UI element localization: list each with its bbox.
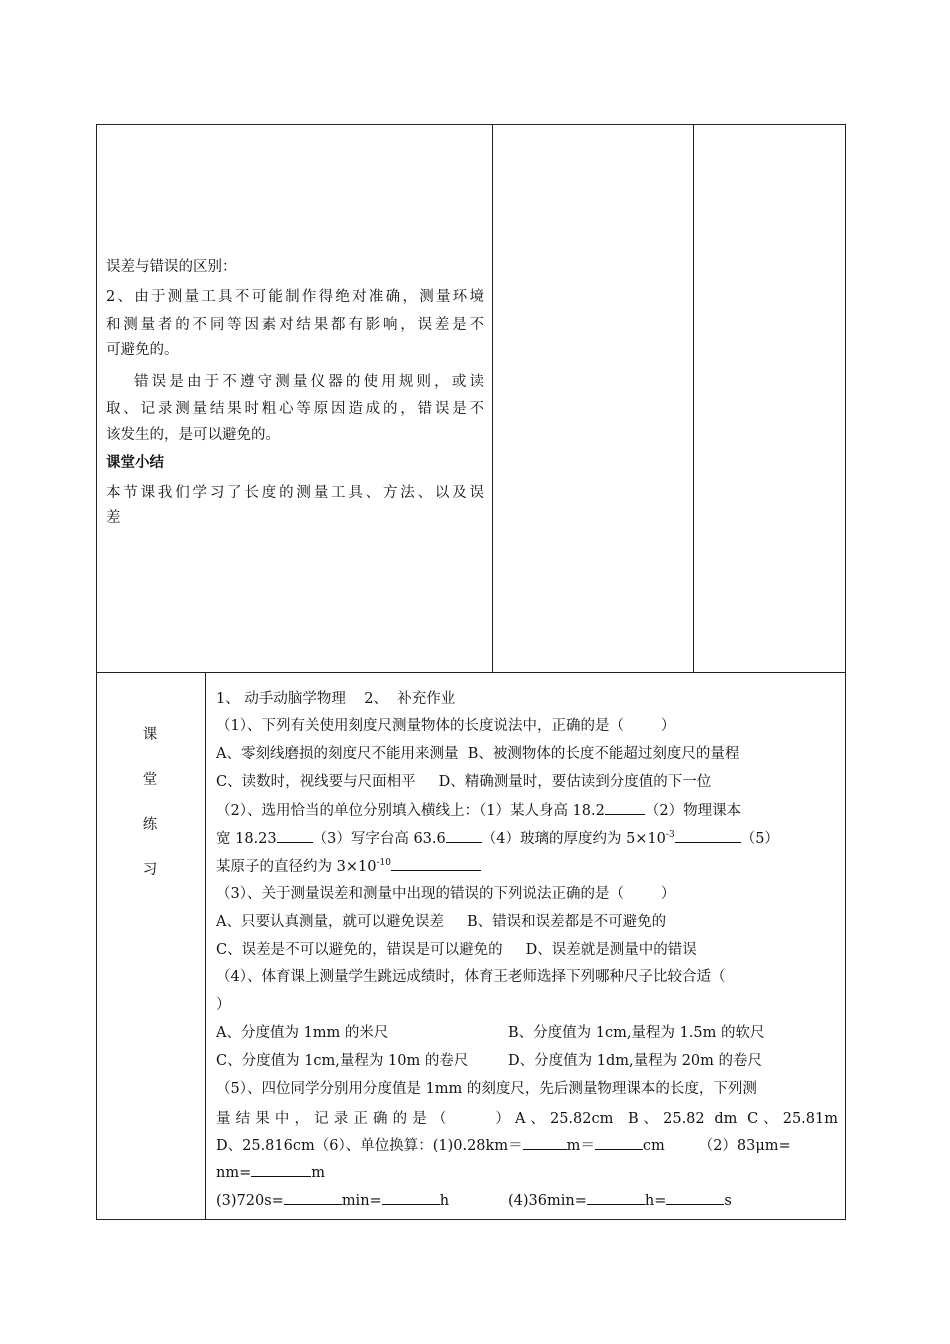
question-6-line-3b bbox=[508, 1190, 732, 1211]
text-span: （4）玻璃的厚度约为 5×10 bbox=[481, 831, 666, 847]
text-span: D、25.816cm（6）、单位换算：(1)0.28km＝ bbox=[216, 1138, 523, 1154]
question-4-cont: ） bbox=[216, 997, 231, 1013]
question-3-options-cd: C、误差是不可以避免的，错误是可以避免的 D、误差就是测量中的错误 bbox=[216, 942, 697, 958]
text-span: （5） bbox=[740, 831, 779, 847]
answer-blank bbox=[587, 1190, 645, 1205]
answer-blank bbox=[523, 1135, 567, 1150]
border-left bbox=[96, 124, 97, 1220]
question-1: （1）、下列有关使用刻度尺测量物体的长度说法中，正确的是（ ） bbox=[216, 718, 676, 734]
border-mid bbox=[96, 672, 846, 673]
question-3-options-ab: A、只要认真测量，就可以避免误差 B、错误和误差都是不可避免的 bbox=[216, 914, 667, 930]
question-4-option-b: B、分度值为 1cm,量程为 1.5m 的软尺 bbox=[508, 1025, 765, 1041]
paragraph-line: 取、记录测量结果时粗心等原因造成的，错误是不 bbox=[106, 401, 484, 417]
question-5-options: 量 结 果 中 ， 记 录 正 确 的 是 （ ） A 、 25.82cm B 、 25.82 dm C 、 25.81m bbox=[216, 1111, 838, 1127]
exercise-intro: 1、 动手动脑学物理 2、 补充作业 bbox=[216, 691, 456, 707]
text-span: m bbox=[311, 1165, 325, 1181]
question-4-option-d: D、分度值为 1dm,量程为 20m 的卷尺 bbox=[508, 1053, 763, 1069]
summary-heading: 课堂小结 bbox=[106, 455, 164, 471]
border-bottom bbox=[96, 1219, 846, 1220]
summary-line: 本节课我们学习了长度的测量工具、方法、以及误 bbox=[106, 485, 484, 501]
paragraph-line: 和测量者的不同等因素对结果都有影响，误差是不 bbox=[106, 317, 484, 333]
text-span: （2）83μm= bbox=[698, 1138, 791, 1154]
border-right bbox=[845, 124, 846, 1220]
text-span: （3）写字台高 63.6 bbox=[312, 831, 446, 847]
question-4: （4）、体育课上测量学生跳远成绩时，体育王老师选择下列哪种尺子比较合适（ bbox=[216, 969, 726, 985]
answer-blank bbox=[277, 828, 313, 843]
text-span: (3)720s= bbox=[216, 1193, 284, 1209]
text-span: h= bbox=[644, 1193, 667, 1209]
answer-blank bbox=[284, 1190, 342, 1205]
paragraph-line: 2、由于测量工具不可能制作得绝对准确，测量环境 bbox=[106, 289, 484, 305]
question-5: （5）、四位同学分别用分度值是 1mm 的刻度尺，先后测量物理课本的长度，下列测 bbox=[216, 1081, 757, 1097]
paragraph-line: 可避免的。 bbox=[106, 342, 179, 358]
border-top bbox=[96, 124, 846, 125]
question-2-line-3 bbox=[216, 856, 481, 877]
text-span: m＝ bbox=[566, 1138, 595, 1154]
answer-blank bbox=[382, 1190, 440, 1205]
side-label-char: 习 bbox=[142, 862, 158, 878]
side-label-char: 课 bbox=[142, 727, 158, 743]
answer-blank bbox=[446, 828, 482, 843]
divider-lower bbox=[205, 672, 206, 1220]
answer-blank bbox=[666, 1190, 724, 1205]
question-3: （3）、关于测量误差和测量中出现的错误的下列说法正确的是（ ） bbox=[216, 886, 676, 902]
text-span: cm bbox=[642, 1138, 665, 1154]
summary-line: 差 bbox=[106, 510, 121, 526]
question-1-options-cd: C、读数时，视线要与尺面相平 D、精确测量时，要估读到分度值的下一位 bbox=[216, 774, 712, 790]
divider-upper-1 bbox=[492, 124, 493, 672]
divider-upper-2 bbox=[693, 124, 694, 672]
text-span: s bbox=[724, 1193, 732, 1209]
answer-blank bbox=[595, 1135, 643, 1150]
text-span: 某原子的直径约为 3×10 bbox=[216, 859, 377, 875]
text-span: 宽 18.23 bbox=[216, 831, 277, 847]
question-4-option-c: C、分度值为 1cm,量程为 10m 的卷尺 bbox=[216, 1053, 469, 1069]
question-2-line-1 bbox=[216, 800, 741, 821]
text-span: （2）、选用恰当的单位分别填入横线上：（1）某人身高 18.2 bbox=[216, 803, 605, 819]
text-span: （2）物理课本 bbox=[644, 803, 742, 819]
paragraph-line: 错误是由于不遵守测量仪器的使用规则，或读 bbox=[134, 374, 484, 390]
question-6-line-1 bbox=[216, 1135, 791, 1156]
answer-blank bbox=[251, 1162, 311, 1177]
question-4-option-a: A、分度值为 1mm 的米尺 bbox=[216, 1025, 389, 1041]
paragraph-line: 该发生的，是可以避免的。 bbox=[106, 427, 280, 443]
side-label-char: 练 bbox=[142, 817, 158, 833]
question-1-options-ab: A、零刻线磨损的刻度尺不能用来测量 B、被测物体的长度不能超过刻度尺的量程 bbox=[216, 746, 740, 762]
answer-blank bbox=[391, 856, 481, 871]
text-span: h bbox=[439, 1193, 450, 1209]
question-2-line-2 bbox=[216, 828, 779, 849]
side-label-char: 堂 bbox=[142, 772, 158, 788]
question-6-line-2 bbox=[216, 1162, 325, 1183]
text-span: nm= bbox=[216, 1165, 252, 1181]
text-span: (4)36min= bbox=[508, 1193, 587, 1209]
exponent: -3 bbox=[665, 830, 675, 841]
answer-blank bbox=[605, 800, 645, 815]
exponent: -10 bbox=[376, 858, 391, 869]
text-span: min= bbox=[341, 1193, 382, 1209]
error-distinction-title: 误差与错误的区别： bbox=[106, 259, 237, 275]
question-6-line-3 bbox=[216, 1190, 449, 1211]
answer-blank bbox=[675, 828, 741, 843]
